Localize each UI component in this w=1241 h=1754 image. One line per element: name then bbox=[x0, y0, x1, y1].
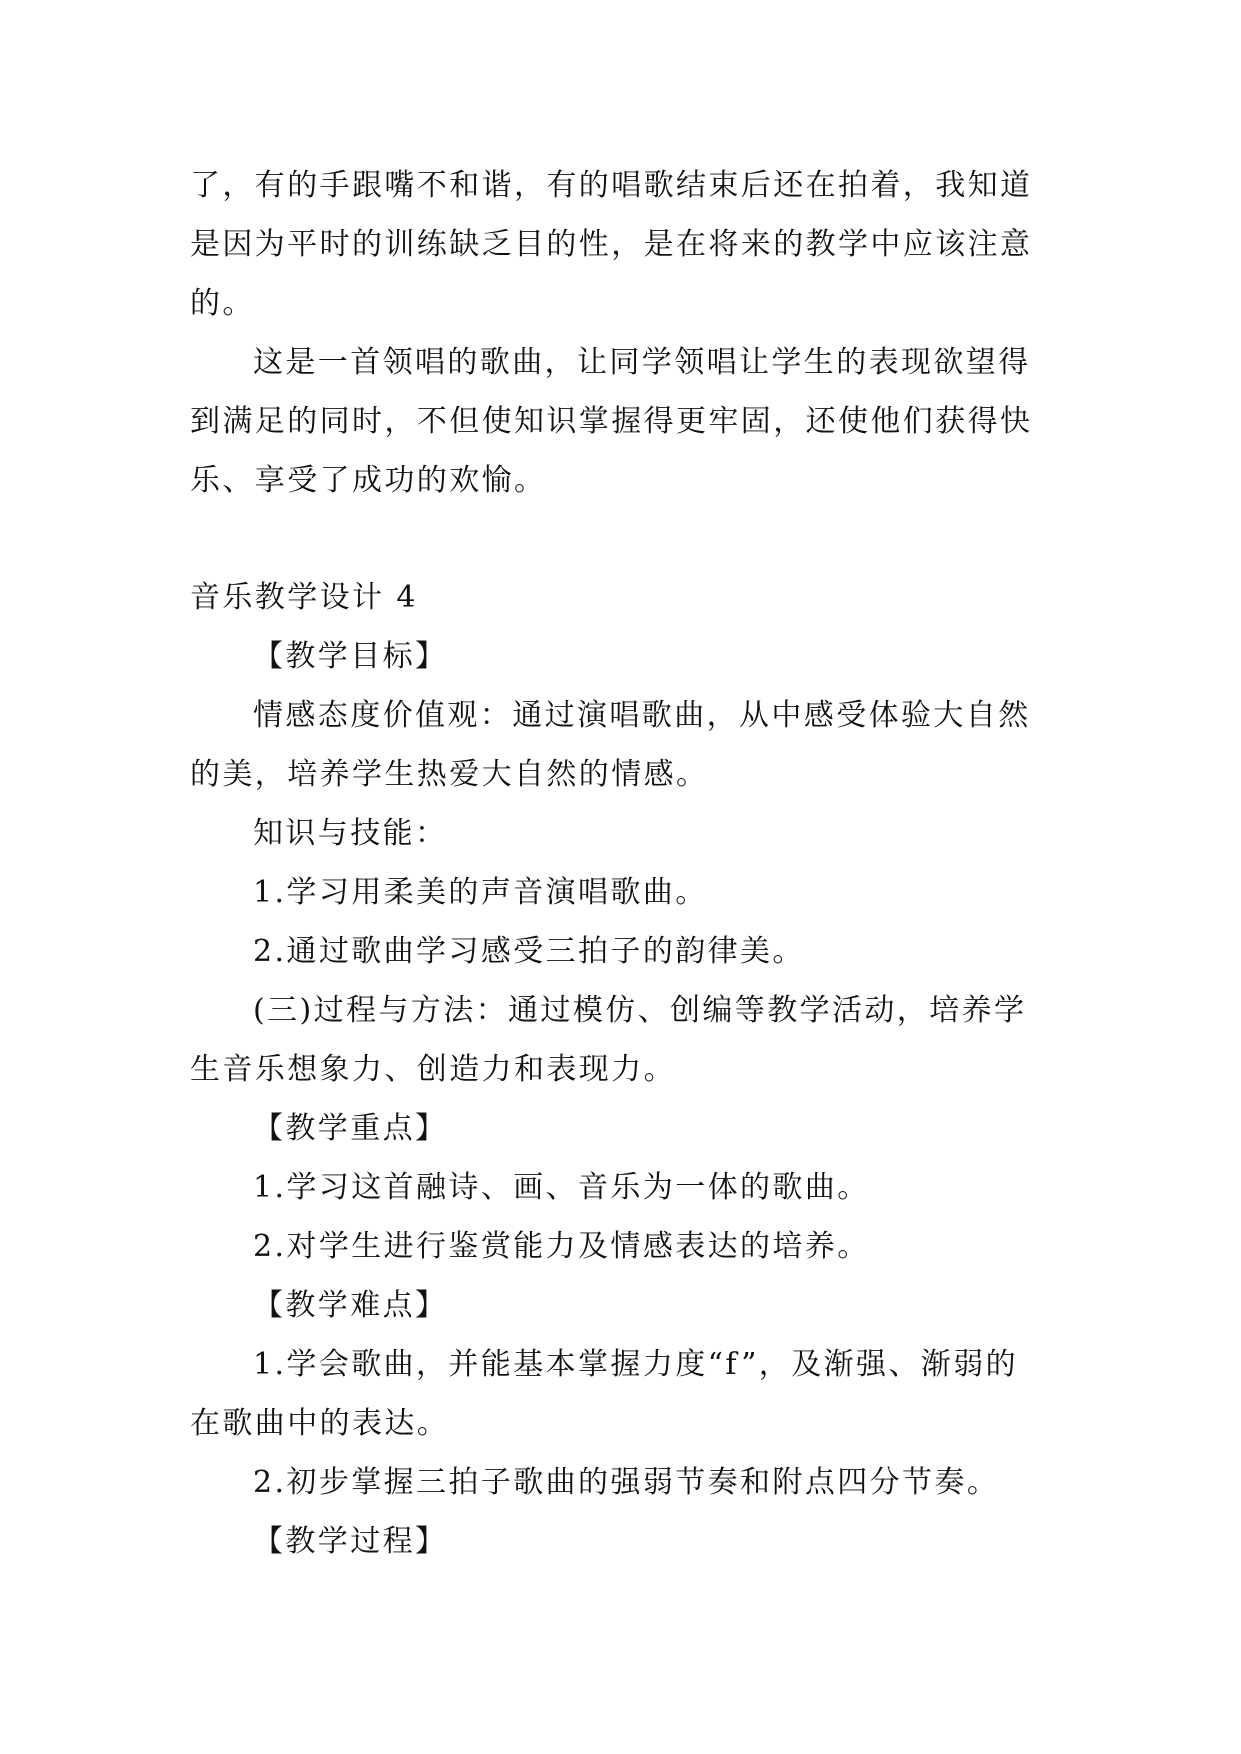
knowledge-item-1: 1.学习用柔美的声音演唱歌曲。 bbox=[253, 875, 708, 910]
difficult-point-item-1-line-1: 1.学会歌曲，并能基本掌握力度“f”，及渐强、渐弱的 bbox=[253, 1347, 1019, 1382]
key-point-item-1: 1.学习这首融诗、画、音乐为一体的歌曲。 bbox=[253, 1170, 870, 1205]
emotion-goal-line-2: 的美，培养学生热爱大自然的情感。 bbox=[190, 757, 709, 792]
teaching-goals-heading: 【教学目标】 bbox=[253, 639, 448, 674]
paragraph-2-line-2: 到满足的同时，不但使知识掌握得更牢固，还使他们获得快 bbox=[190, 404, 1033, 439]
difficult-point-item-2: 2.初步掌握三拍子歌曲的强弱节奏和附点四分节奏。 bbox=[253, 1465, 1000, 1500]
paragraph-1-line-3: 的。 bbox=[190, 286, 255, 321]
emotion-goal-line-1: 情感态度价值观：通过演唱歌曲，从中感受体验大自然 bbox=[253, 698, 1031, 733]
paragraph-2-line-1: 这是一首领唱的歌曲，让同学领唱让学生的表现欲望得 bbox=[253, 345, 1031, 380]
difficult-point-item-1-line-2: 在歌曲中的表达。 bbox=[190, 1406, 450, 1441]
difficult-points-heading: 【教学难点】 bbox=[253, 1288, 448, 1323]
section-title: 音乐教学设计 4 bbox=[190, 580, 418, 615]
key-points-heading: 【教学重点】 bbox=[253, 1111, 448, 1146]
paragraph-1-line-2: 是因为平时的训练缺乏目的性，是在将来的教学中应该注意 bbox=[190, 227, 1033, 262]
process-method-line-2: 生音乐想象力、创造力和表现力。 bbox=[190, 1052, 676, 1087]
paragraph-2-line-3: 乐、享受了成功的欢愉。 bbox=[190, 463, 547, 498]
key-point-item-2: 2.对学生进行鉴赏能力及情感表达的培养。 bbox=[253, 1229, 870, 1264]
paragraph-1-line-1: 了，有的手跟嘴不和谐，有的唱歌结束后还在拍着，我知道 bbox=[190, 168, 1033, 203]
knowledge-item-2: 2.通过歌曲学习感受三拍子的韵律美。 bbox=[253, 934, 805, 969]
process-method-line-1: (三)过程与方法：通过模仿、创编等教学活动，培养学 bbox=[253, 993, 1027, 1028]
knowledge-heading: 知识与技能： bbox=[253, 816, 448, 851]
teaching-process-heading: 【教学过程】 bbox=[253, 1524, 448, 1559]
